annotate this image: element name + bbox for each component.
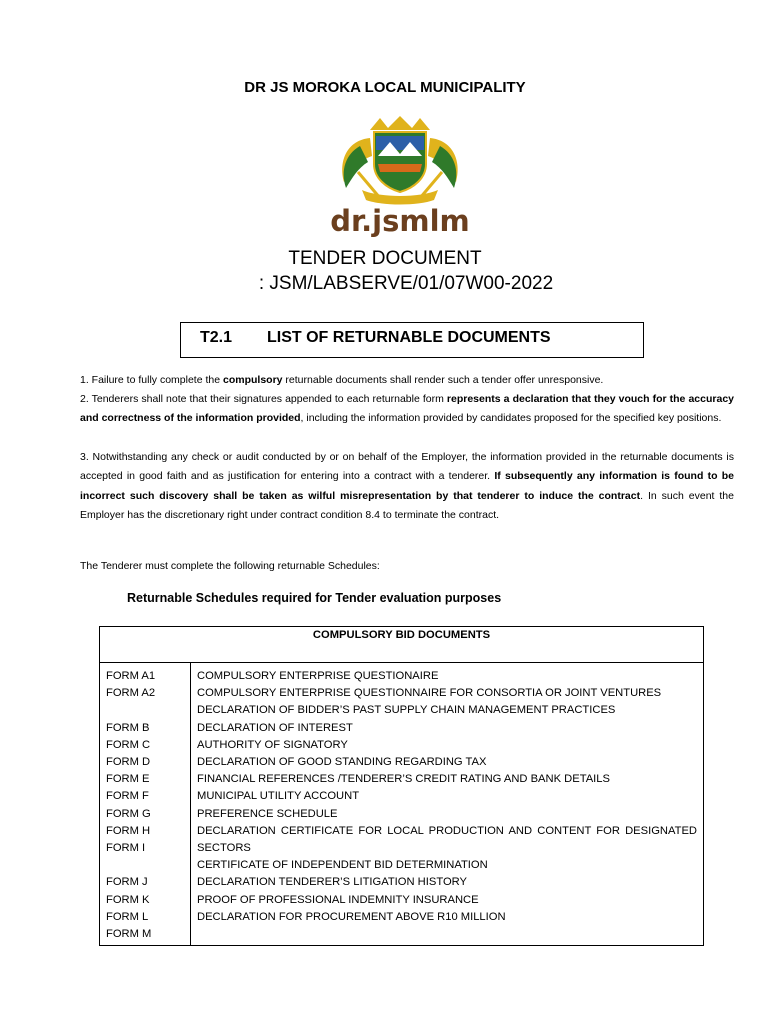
form-code: FORM M — [106, 928, 152, 941]
section-heading-box — [180, 322, 644, 358]
form-description: COMPULSORY ENTERPRISE QUESTIONNAIRE FOR CONSORTIA OR JOINT VENTURES — [197, 687, 662, 700]
form-code: FORM A1 — [106, 670, 156, 682]
paragraph-3: 3. Notwithstanding any check or audit conducted by or on behalf of the Employer, the information provided in the returnable documents is accepted in good faith and as justification for entering into a contract with a tenderer. If subsequently any information is found to be incorrect such discovery shall be taken as wilful misrepresentation by that tenderer to induce the contract. In such event the Employer has the discretionary right under contract condition 8.4 to terminate the contract. — [80, 451, 734, 521]
org-title: DR JS MOROKA LOCAL MUNICIPALITY — [244, 79, 526, 96]
form-description: AUTHORITY OF SIGNATORY — [197, 738, 348, 751]
form-description: PROOF OF PROFESSIONAL INDEMNITY INSURANCE — [197, 893, 479, 906]
form-description: PREFERENCE SCHEDULE — [197, 807, 338, 820]
form-description: DECLARATION OF GOOD STANDING REGARDING TAX — [197, 756, 487, 769]
form-description: DECLARATION FOR PROCUREMENT ABOVE R10 MILLION — [197, 910, 506, 923]
section-title: LIST OF RETURNABLE DOCUMENTS — [267, 329, 551, 346]
form-description: DECLARATION CERTIFICATE FOR LOCAL PRODUCTION AND CONTENT FOR DESIGNATED SECTORS — [197, 824, 697, 855]
form-description: FINANCIAL REFERENCES /TENDERER’S CREDIT RATING AND BANK DETAILS — [197, 773, 610, 786]
form-code: FORM C — [106, 738, 151, 751]
form-description: CERTIFICATE OF INDEPENDENT BID DETERMINATION — [197, 859, 488, 872]
svg-text:dr.jsmlm: dr.jsmlm — [330, 204, 470, 238]
paragraph-1: 1. Failure to fully complete the compulsory returnable documents shall render such a tender offer unresponsive. — [80, 374, 604, 386]
form-description: DECLARATION OF BIDDER’S PAST SUPPLY CHAIN MANAGEMENT PRACTICES — [197, 704, 616, 717]
form-code: FORM E — [106, 773, 150, 786]
form-description: COMPULSORY ENTERPRISE QUESTIONAIRE — [197, 670, 439, 682]
form-description: DECLARATION OF INTEREST — [197, 721, 353, 734]
paragraph-2: 2. Tenderers shall note that their signatures appended to each returnable form represents a declaration that they vouch for the accuracy and correctness of the information provided, including the information provided by candidates proposed for the specified key positions. — [80, 393, 734, 425]
form-code: FORM A2 — [106, 687, 156, 700]
form-code: FORM H — [106, 824, 151, 837]
form-description: MUNICIPAL UTILITY ACCOUNT — [197, 790, 360, 803]
form-code: FORM F — [106, 790, 149, 803]
tender-title: TENDER DOCUMENT — [288, 248, 482, 269]
form-code: FORM I — [106, 842, 146, 855]
paragraph-4: The Tenderer must complete the following returnable Schedules: — [80, 560, 380, 572]
section-number: T2.1 — [200, 329, 233, 346]
form-code: FORM K — [106, 893, 150, 906]
form-descriptions-column — [191, 663, 704, 946]
form-code: FORM L — [106, 910, 149, 923]
municipality-logo — [310, 112, 490, 238]
compulsory-bid-documents-table — [99, 626, 704, 946]
form-code: FORM G — [106, 807, 151, 820]
form-code: FORM B — [106, 721, 150, 734]
form-description: DECLARATION TENDERER’S LITIGATION HISTORY — [197, 876, 467, 889]
schedules-heading: Returnable Schedules required for Tender evaluation purposes — [127, 591, 502, 605]
coat-of-arms-icon — [310, 112, 490, 238]
form-code: FORM D — [106, 756, 151, 768]
tender-reference: : JSM/LABSERVE/01/07W00-2022 — [258, 273, 554, 294]
table-header: COMPULSORY BID DOCUMENTS — [100, 627, 704, 663]
form-code: FORM J — [106, 876, 148, 889]
form-codes-column — [100, 663, 191, 946]
